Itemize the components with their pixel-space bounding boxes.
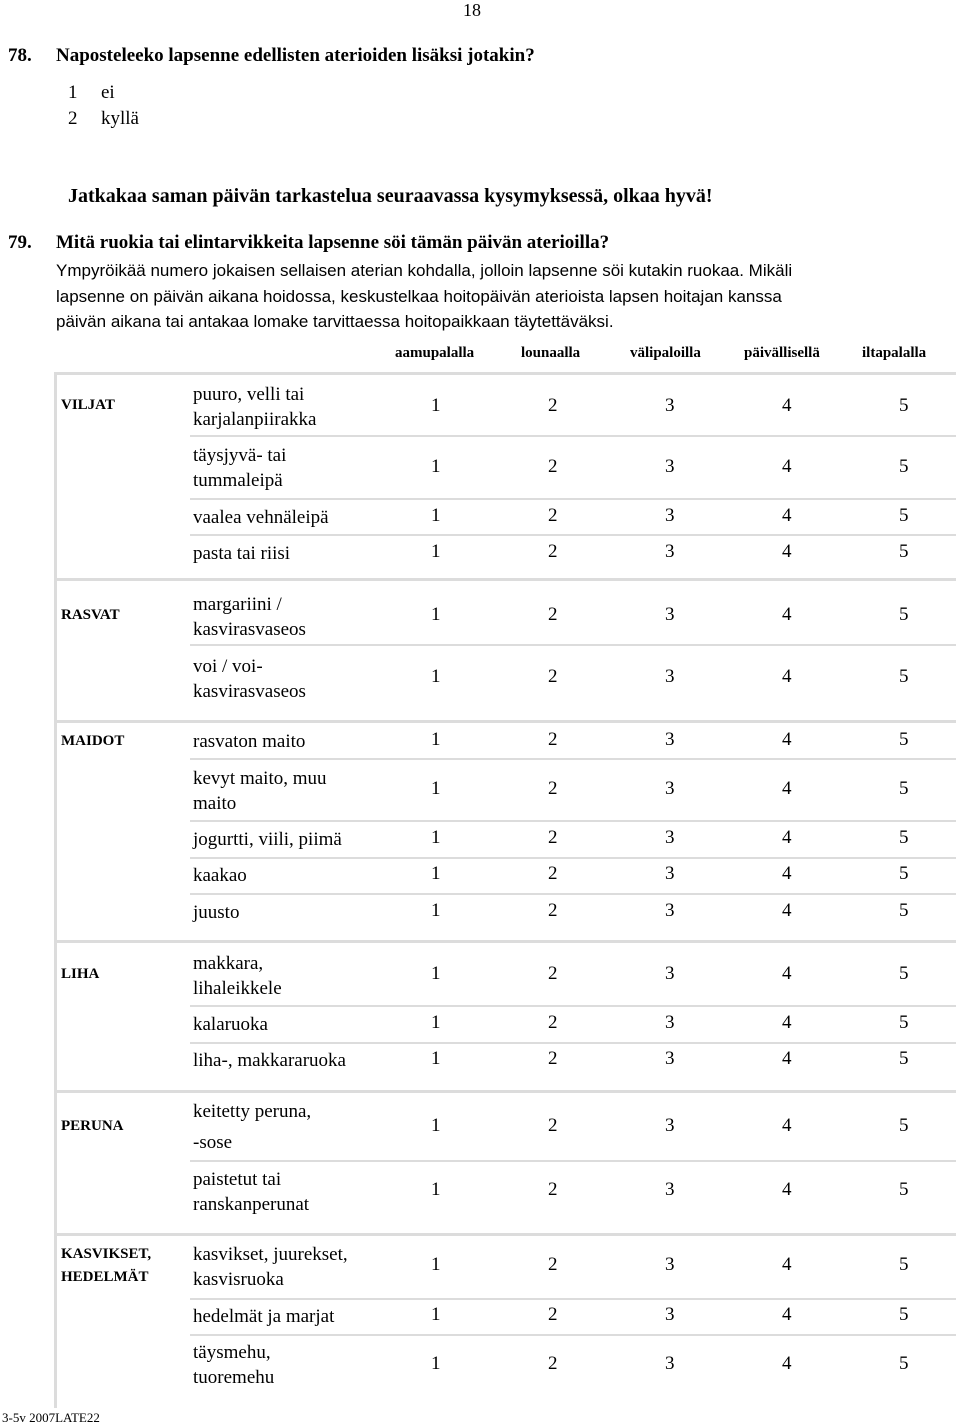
choice-1[interactable]: 1 <box>431 1254 441 1275</box>
choice-3[interactable]: 3 <box>665 729 675 750</box>
choice-4[interactable]: 4 <box>782 1254 792 1275</box>
choices-row-pasta <box>431 541 909 563</box>
choice-4[interactable]: 4 <box>782 604 792 625</box>
choice-1[interactable]: 1 <box>431 900 441 921</box>
choice-1[interactable]: 1 <box>431 963 441 984</box>
choice-3[interactable]: 3 <box>665 1304 675 1325</box>
category-maidot: MAIDOT <box>61 733 125 749</box>
choice-4[interactable]: 4 <box>782 729 792 750</box>
item-hedelmat: hedelmät ja marjat <box>193 1306 335 1327</box>
choice-5[interactable]: 5 <box>899 1048 909 1069</box>
choice-3[interactable]: 3 <box>665 1012 675 1033</box>
choice-1[interactable]: 1 <box>431 827 441 848</box>
column-header-aamupalalla: aamupalalla <box>395 345 475 361</box>
choice-3[interactable]: 3 <box>665 1115 675 1136</box>
choice-5[interactable]: 5 <box>899 456 909 477</box>
choice-3[interactable]: 3 <box>665 395 675 416</box>
choice-4[interactable]: 4 <box>782 1353 792 1374</box>
choice-2[interactable]: 2 <box>548 729 558 750</box>
choice-5[interactable]: 5 <box>899 1115 909 1136</box>
choice-4[interactable]: 4 <box>782 827 792 848</box>
choice-5[interactable]: 5 <box>899 604 909 625</box>
choice-1[interactable]: 1 <box>431 541 441 562</box>
choice-2[interactable]: 2 <box>548 1115 558 1136</box>
choice-5[interactable]: 5 <box>899 541 909 562</box>
choices-row-hedelmat <box>431 1304 909 1326</box>
choice-3[interactable]: 3 <box>665 863 675 884</box>
choice-4[interactable]: 4 <box>782 1304 792 1325</box>
choice-1[interactable]: 1 <box>431 729 441 750</box>
q78-number: 78. <box>8 45 32 66</box>
choice-5[interactable]: 5 <box>899 827 909 848</box>
row-divider <box>190 820 956 822</box>
group-divider-maidot <box>54 720 956 723</box>
row-divider <box>190 893 956 895</box>
group-divider-rasvat <box>54 578 956 581</box>
row-divider <box>190 498 956 500</box>
item-kasvikset: kasvikset, juurekset, kasvisruoka <box>193 1244 348 1290</box>
choice-1[interactable]: 1 <box>431 505 441 526</box>
q78-option-1-num[interactable]: 1 <box>68 82 78 103</box>
table-top-border <box>54 372 956 375</box>
choices-row-margariini <box>431 604 909 626</box>
choice-4[interactable]: 4 <box>782 395 792 416</box>
choice-2[interactable]: 2 <box>548 604 558 625</box>
choice-5[interactable]: 5 <box>899 863 909 884</box>
choice-2[interactable]: 2 <box>548 1012 558 1033</box>
category-liha: LIHA <box>61 966 100 982</box>
choices-row-kalaruoka <box>431 1012 909 1034</box>
choice-5[interactable]: 5 <box>899 1304 909 1325</box>
choice-2[interactable]: 2 <box>548 1048 558 1069</box>
choice-3[interactable]: 3 <box>665 1254 675 1275</box>
item-rasvaton: rasvaton maito <box>193 731 306 752</box>
group-divider-peruna <box>54 1090 956 1093</box>
choice-2[interactable]: 2 <box>548 1353 558 1374</box>
choice-1[interactable]: 1 <box>431 1012 441 1033</box>
row-divider <box>190 534 956 536</box>
choice-5[interactable]: 5 <box>899 1254 909 1275</box>
q79-text: Mitä ruokia tai elintarvikkeita lapsenne söi tämän päivän aterioilla? <box>56 232 610 253</box>
choice-1[interactable]: 1 <box>431 1353 441 1374</box>
choice-5[interactable]: 5 <box>899 666 909 687</box>
choice-4[interactable]: 4 <box>782 505 792 526</box>
q79-instruction-line-3: päivän aikana tai antakaa lomake tarvittaessa hoitopaikkaan täytettäväksi. <box>56 312 614 331</box>
footer-code: 3-5v 2007LATE22 <box>2 1410 100 1425</box>
item-liha-makkararuoka: liha-, makkararuoka <box>193 1050 346 1071</box>
choices-row-makkara <box>431 963 909 985</box>
choice-5[interactable]: 5 <box>899 729 909 750</box>
choice-5[interactable]: 5 <box>899 778 909 799</box>
item-voi: voi / voi-kasvirasvaseos <box>193 656 306 702</box>
choice-2[interactable]: 2 <box>548 666 558 687</box>
choices-row-voi <box>431 666 909 688</box>
choice-5[interactable]: 5 <box>899 1012 909 1033</box>
q79-instruction-line-1: Ympyröikää numero jokaisen sellaisen aterian kohdalla, jolloin lapsenne söi kutakin ruokaa. Mikäli <box>56 261 793 280</box>
choice-4[interactable]: 4 <box>782 1012 792 1033</box>
category-rasvat: RASVAT <box>61 607 120 623</box>
choice-4[interactable]: 4 <box>782 963 792 984</box>
choice-4[interactable]: 4 <box>782 778 792 799</box>
category-hedelmat: HEDELMÄT <box>61 1269 149 1285</box>
choices-row-juusto <box>431 900 909 922</box>
choice-5[interactable]: 5 <box>899 395 909 416</box>
item-kevyt: kevyt maito, muu maito <box>193 768 327 814</box>
row-divider <box>190 1005 956 1007</box>
choice-4[interactable]: 4 <box>782 1048 792 1069</box>
choice-2[interactable]: 2 <box>548 778 558 799</box>
q79-number: 79. <box>8 232 32 253</box>
choices-row-taysmehu <box>431 1353 909 1375</box>
choice-2[interactable]: 2 <box>548 963 558 984</box>
choice-1[interactable]: 1 <box>431 863 441 884</box>
choice-1[interactable]: 1 <box>431 778 441 799</box>
choice-1[interactable]: 1 <box>431 666 441 687</box>
category-viljat: VILJAT <box>61 397 115 413</box>
row-divider <box>190 1160 956 1162</box>
item-jogurtti: jogurtti, viili, piimä <box>193 829 342 850</box>
choice-4[interactable]: 4 <box>782 541 792 562</box>
item-vaalea: vaalea vehnäleipä <box>193 507 329 528</box>
category-peruna: PERUNA <box>61 1118 124 1134</box>
choice-3[interactable]: 3 <box>665 778 675 799</box>
choices-row-jogurtti <box>431 827 909 849</box>
choice-1[interactable]: 1 <box>431 1115 441 1136</box>
column-header-valipaloilla: välipaloilla <box>630 345 701 361</box>
choice-1[interactable]: 1 <box>431 1179 441 1200</box>
category-kasvikset: KASVIKSET, <box>61 1246 152 1262</box>
choice-1[interactable]: 1 <box>431 604 441 625</box>
group-divider-kasvikset <box>54 1233 956 1236</box>
continue-note: Jatkakaa saman päivän tarkastelua seuraavassa kysymyksessä, olkaa hyvä! <box>68 185 713 207</box>
choice-4[interactable]: 4 <box>782 900 792 921</box>
row-divider <box>190 1298 956 1300</box>
choices-row-vaalea <box>431 505 909 527</box>
choice-2[interactable]: 2 <box>548 395 558 416</box>
row-divider <box>190 1042 956 1044</box>
category-column-border <box>54 372 57 1408</box>
choices-row-kevyt <box>431 778 909 800</box>
item-puuro: puuro, velli tai karjalanpiirakka <box>193 384 317 430</box>
group-divider-liha <box>54 940 956 943</box>
choices-row-taysjyva <box>431 456 909 478</box>
choice-3[interactable]: 3 <box>665 1179 675 1200</box>
choice-3[interactable]: 3 <box>665 963 675 984</box>
column-header-iltapalalla: iltapalalla <box>862 345 927 361</box>
choice-3[interactable]: 3 <box>665 604 675 625</box>
choice-4[interactable]: 4 <box>782 1179 792 1200</box>
choice-3[interactable]: 3 <box>665 505 675 526</box>
item-kaakao: kaakao <box>193 865 247 886</box>
choice-2[interactable]: 2 <box>548 505 558 526</box>
item-margariini: margariini / kasvirasvaseos <box>193 594 306 640</box>
item-taysjyva: täysjyvä- tai tummaleipä <box>193 445 287 491</box>
choices-row-keitetty <box>431 1115 909 1137</box>
choice-3[interactable]: 3 <box>665 827 675 848</box>
choice-1[interactable]: 1 <box>431 395 441 416</box>
q79-instruction-line-2: lapsenne on päivän aikana hoidossa, keskustelkaa hoitopäivän aterioista lapsen hoitajan kanssa <box>56 287 782 306</box>
item-pasta: pasta tai riisi <box>193 543 291 564</box>
choice-1[interactable]: 1 <box>431 1304 441 1325</box>
q78-text: Naposteleeko lapsenne edellisten aterioiden lisäksi jotakin? <box>56 45 535 66</box>
choice-2[interactable]: 2 <box>548 863 558 884</box>
row-divider <box>190 644 956 646</box>
choice-3[interactable]: 3 <box>665 666 675 687</box>
choice-5[interactable]: 5 <box>899 505 909 526</box>
choice-5[interactable]: 5 <box>899 1353 909 1374</box>
column-header-paivallisella: päivällisellä <box>744 345 820 361</box>
choice-2[interactable]: 2 <box>548 827 558 848</box>
row-divider <box>190 1334 956 1336</box>
choice-2[interactable]: 2 <box>548 541 558 562</box>
item-keitetty-peruna: keitetty peruna, <box>193 1101 312 1122</box>
choice-5[interactable]: 5 <box>899 900 909 921</box>
choice-3[interactable]: 3 <box>665 541 675 562</box>
choice-4[interactable]: 4 <box>782 1115 792 1136</box>
choice-3[interactable]: 3 <box>665 456 675 477</box>
choice-4[interactable]: 4 <box>782 456 792 477</box>
q78-option-2-num[interactable]: 2 <box>68 108 78 129</box>
row-divider <box>190 758 956 760</box>
choice-3[interactable]: 3 <box>665 1353 675 1374</box>
item-sose: -sose <box>193 1132 233 1153</box>
choice-4[interactable]: 4 <box>782 863 792 884</box>
choice-2[interactable]: 2 <box>548 1254 558 1275</box>
choice-5[interactable]: 5 <box>899 963 909 984</box>
choice-2[interactable]: 2 <box>548 1179 558 1200</box>
choices-row-kaakao <box>431 863 909 885</box>
item-juusto: juusto <box>193 902 240 923</box>
q78-option-2-label: kyllä <box>101 108 139 129</box>
item-paistetut: paistetut tai ranskanperunat <box>193 1169 310 1215</box>
choices-row-liha-makkararuoka <box>431 1048 909 1070</box>
item-taysmehu: täysmehu, tuoremehu <box>193 1342 275 1388</box>
column-header-lounaalla: lounaalla <box>521 345 581 361</box>
item-makkara: makkara, lihaleikkele <box>193 953 282 999</box>
choices-row-paistetut <box>431 1179 909 1201</box>
choice-4[interactable]: 4 <box>782 666 792 687</box>
choice-2[interactable]: 2 <box>548 1304 558 1325</box>
row-divider <box>190 435 956 437</box>
choice-3[interactable]: 3 <box>665 900 675 921</box>
choices-row-rasvaton <box>431 729 909 751</box>
page-number: 18 <box>463 0 481 20</box>
choice-2[interactable]: 2 <box>548 900 558 921</box>
choice-5[interactable]: 5 <box>899 1179 909 1200</box>
choice-3[interactable]: 3 <box>665 1048 675 1069</box>
q78-option-1-label: ei <box>101 82 115 103</box>
choices-row-puuro <box>431 395 909 417</box>
choices-row-kasvikset <box>431 1254 909 1276</box>
row-divider <box>190 857 956 859</box>
choice-1[interactable]: 1 <box>431 1048 441 1069</box>
choice-2[interactable]: 2 <box>548 456 558 477</box>
choice-1[interactable]: 1 <box>431 456 441 477</box>
item-kalaruoka: kalaruoka <box>193 1014 268 1035</box>
